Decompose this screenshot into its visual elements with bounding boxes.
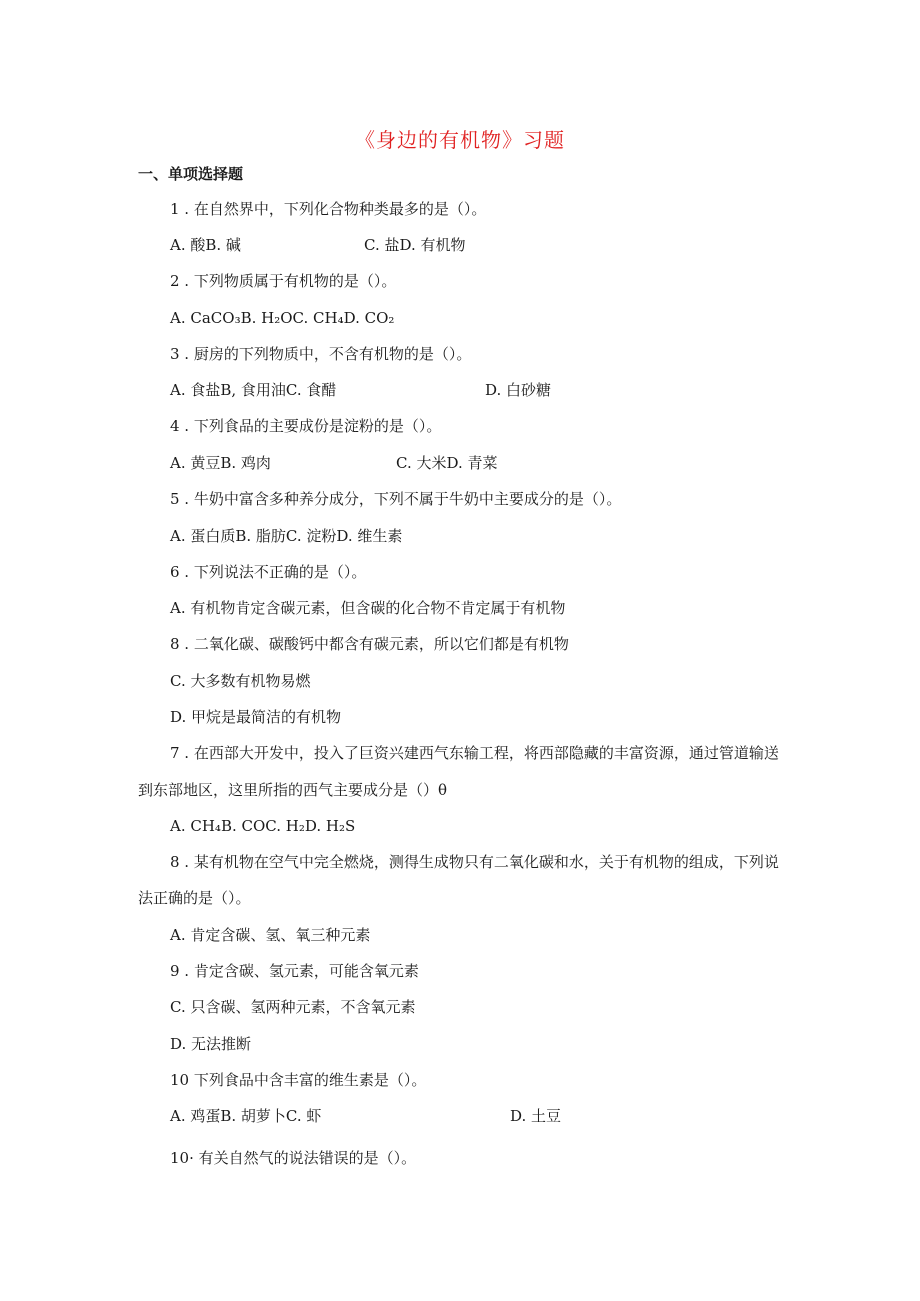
question-8-line-1: 8 . 某有机物在空气中完全燃烧，测得生成物只有二氧化碳和水，关于有机物的组成，下列说 (170, 853, 779, 871)
question-6-option-b: 8 . 二氧化碳、碳酸钙中都含有碳元素，所以它们都是有机物 (170, 635, 569, 653)
question-2: 2 . 下列物质属于有机物的是（）。 (170, 272, 397, 290)
page-title: 《身边的有机物》习题 (355, 128, 565, 152)
question-8-option-a: A. 肯定含碳、氢、氧三种元素 (170, 926, 371, 944)
question-5: 5 . 牛奶中富含多种养分成分，下列不属于牛奶中主要成分的是（）。 (170, 490, 622, 508)
question-10-options-abc: A. 鸡蛋B. 胡萝卜C. 虾 (170, 1107, 322, 1125)
question-6-option-c: C. 大多数有机物易燃 (170, 672, 311, 690)
question-7-line-2: 到东部地区，这里所指的西气主要成分是（）θ (138, 781, 448, 799)
question-10-options-d: D. 土豆 (510, 1107, 562, 1125)
question-5-options: A. 蛋白质B. 脂肪C. 淀粉D. 维生素 (170, 527, 403, 545)
question-8-option-c: C. 只含碳、氢两种元素，不含氧元素 (170, 998, 416, 1016)
question-4: 4 . 下列食品的主要成份是淀粉的是（）。 (170, 417, 442, 435)
question-6-option-d: D. 甲烷是最简洁的有机物 (170, 708, 342, 726)
question-11: 10· 有关自然气的说法错误的是（）。 (170, 1149, 417, 1167)
question-1-options-cd: C. 盐D. 有机物 (364, 236, 466, 254)
question-6: 6 . 下列说法不正确的是（）。 (170, 563, 367, 581)
question-1-options-ab: A. 酸B. 碱 (170, 236, 241, 254)
question-7-line-1: 7 . 在西部大开发中，投入了巨资兴建西气东输工程，将西部隐藏的丰富资源，通过管道输送 (170, 744, 779, 762)
question-8-line-2: 法正确的是（）。 (138, 889, 251, 907)
question-10: 10 下列食品中含丰富的维生素是（）。 (170, 1071, 427, 1089)
question-1: 1 . 在自然界中，下列化合物种类最多的是（）。 (170, 200, 487, 218)
question-8-option-d: D. 无法推断 (170, 1035, 252, 1053)
section-heading: 一、单项选择题 (138, 165, 244, 183)
question-3-options-abc: A. 食盐B, 食用油C. 食醋 (170, 381, 337, 399)
question-8-option-b: 9 . 肯定含碳、氢元素，可能含氧元素 (170, 962, 419, 980)
question-3: 3 . 厨房的下列物质中，不含有机物的是（）。 (170, 345, 472, 363)
question-4-options-ab: A. 黄豆B. 鸡肉 (170, 454, 271, 472)
question-3-options-d: D. 白砂糖 (485, 381, 552, 399)
question-7-options: A. CH₄B. COC. H₂D. H₂S (170, 817, 356, 835)
question-6-option-a: A. 有机物肯定含碳元素，但含碳的化合物不肯定属于有机物 (170, 599, 566, 617)
question-4-options-cd: C. 大米D. 青菜 (396, 454, 498, 472)
question-2-options: A. CaCO₃B. H₂OC. CH₄D. CO₂ (170, 309, 395, 327)
